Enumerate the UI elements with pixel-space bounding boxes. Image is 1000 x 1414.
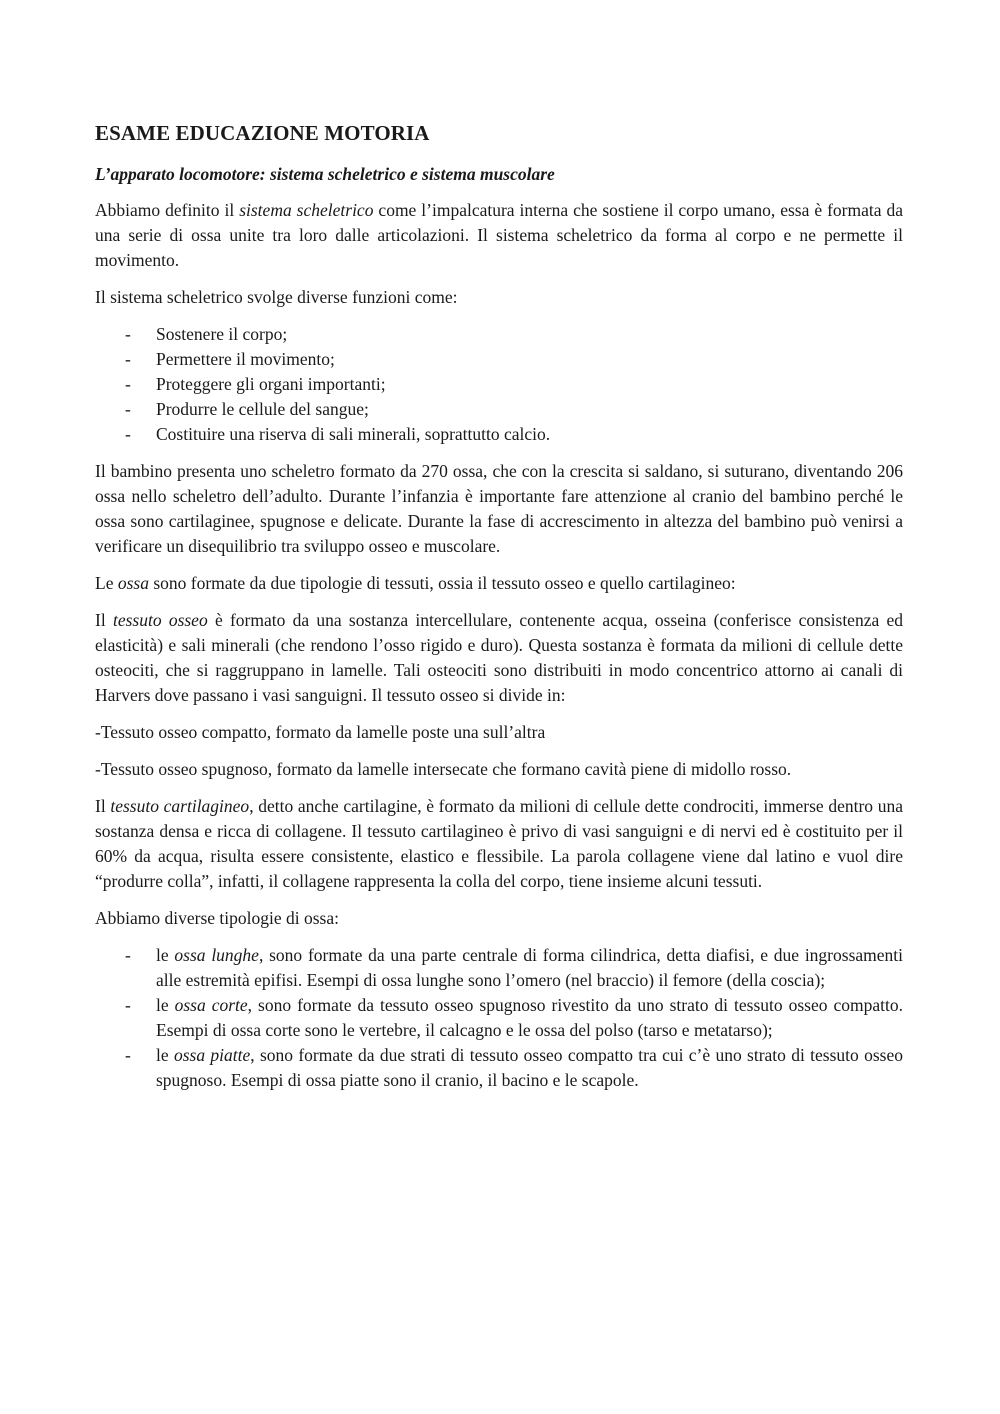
text-run: le (156, 995, 175, 1015)
emphasis-term: ossa corte (174, 995, 248, 1015)
text-run: Abbiamo definito il (95, 200, 240, 220)
list-item (95, 993, 903, 1043)
text-run: Il (95, 610, 113, 630)
list-item (95, 943, 903, 993)
paragraph-cartilage (95, 794, 903, 894)
emphasis-term: sistema scheletrico (239, 200, 374, 220)
paragraph-skeletal-definition (95, 198, 903, 273)
text-run: le (156, 1045, 174, 1065)
paragraph-compact-bone: -Tessuto osseo compatto, formato da lamelle poste una sull’altra (95, 722, 546, 742)
text-run: , sono formate da due strati di tessuto osseo compatto tra cui c’è uno strato di tessuto osseo spugnoso. Esempi di ossa piatte sono il cranio, il bacino e le scapole. (156, 1045, 903, 1090)
text-run: Le (95, 573, 118, 593)
emphasis-term: ossa lunghe (174, 945, 259, 965)
dash-bullet: - (125, 424, 131, 444)
list-item (95, 422, 903, 447)
dash-bullet: - (125, 1045, 131, 1065)
paragraph-spongy-bone: -Tessuto osseo spugnoso, formato da lamelle intersecate che formano cavità piene di midollo rosso. (95, 759, 792, 779)
list-item-text: Permettere il movimento; (156, 349, 335, 369)
text-run: , sono formate da tessuto osseo spugnoso rivestito da uno strato di tessuto osseo compatto. Esempi di ossa corte sono le vertebre, il calcagno e le ossa del polso (tarso e metatarso); (156, 995, 903, 1040)
dash-bullet: - (125, 374, 131, 394)
text-run: , sono formate da una parte centrale di forma cilindrica, detta diafisi, e due ingrossamenti alle estremità epifisi. Esempi di ossa lunghe sono l’omero (nel braccio) il femore (della coscia); (156, 945, 904, 990)
text-run: le (156, 945, 175, 965)
dash-bullet: - (125, 945, 131, 965)
text-run: sono formate da due tipologie di tessuti, ossia il tessuto osseo e quello cartilagineo: (148, 573, 736, 593)
paragraph-child-skeleton: Il bambino presenta uno scheletro formato da 270 ossa, che con la crescita si saldano, si suturano, diventando 206 ossa nello scheletro dell’adulto. Durante l’infanzia è importante fare attenzione al cranio del bambino perché le ossa sono cartilaginee, spugnose e delicate. Durante la fase di accrescimento in altezza del bambino può venirsi a verificare un disequilibrio tra sviluppo osseo e muscolare. (95, 461, 903, 556)
paragraph-bone-tissue (95, 608, 903, 708)
paragraph-functions-intro: Il sistema scheletrico svolge diverse funzioni come: (95, 287, 458, 307)
document-subtitle: L’apparato locomotore: sistema scheletrico e sistema muscolare (95, 164, 555, 184)
list-item-text: Produrre le cellule del sangue; (156, 399, 369, 419)
document-title: ESAME EDUCAZIONE MOTORIA (95, 121, 430, 145)
text-run: come l’impalcatura interna che sostiene il corpo umano, essa è formata da una serie di ossa unite tra loro dalle articolazioni. Il sistema scheletrico da forma al corpo e ne permette il movimento. (95, 200, 903, 270)
paragraph-bone-tissues (95, 571, 903, 596)
emphasis-term: ossa piatte (173, 1045, 251, 1065)
functions-list (95, 322, 903, 447)
emphasis-term: tessuto osseo (112, 610, 208, 630)
text-run: Il (95, 796, 111, 816)
dash-bullet: - (125, 324, 131, 344)
list-item (95, 1043, 903, 1093)
list-item (95, 372, 903, 397)
document-page (95, 118, 903, 1105)
emphasis-term: tessuto cartilagineo (110, 796, 250, 816)
dash-bullet: - (125, 349, 131, 369)
list-item-text: Sostenere il corpo; (156, 324, 288, 344)
list-item-text: Costituire una riserva di sali minerali, soprattutto calcio. (156, 424, 551, 444)
list-item (95, 322, 903, 347)
dash-bullet: - (125, 995, 131, 1015)
dash-bullet: - (125, 399, 131, 419)
bone-types-list (95, 943, 903, 1093)
paragraph-bone-types-intro: Abbiamo diverse tipologie di ossa: (95, 908, 339, 928)
text-run: , detto anche cartilagine, è formato da milioni di cellule dette condrociti, immerse dentro una sostanza densa e ricca di collagene. Il tessuto cartilagineo è privo di vasi sanguigni e di nervi ed è costituito per il 60% da acqua, risulta essere consistente, elastico e flessibile. La parola collagene viene dal latino e vuol dire “produrre colla”, infatti, il collagene rappresenta la colla del corpo, tiene insieme alcuni tessuti. (95, 796, 903, 891)
list-item (95, 347, 903, 372)
text-run: è formato da una sostanza intercellulare, contenente acqua, osseina (conferisce consistenza ed elasticità) e sali minerali (che rendono l’osso rigido e duro). Questa sostanza è formata da milioni di cellule dette osteociti, che si raggruppano in lamelle. Tali osteociti sono distribuiti in modo concentrico attorno ai canali di Harvers dove passano i vasi sanguigni. Il tessuto osseo si divide in: (95, 610, 903, 705)
list-item-text: Proteggere gli organi importanti; (156, 374, 386, 394)
emphasis-term: ossa (117, 573, 149, 593)
list-item (95, 397, 903, 422)
